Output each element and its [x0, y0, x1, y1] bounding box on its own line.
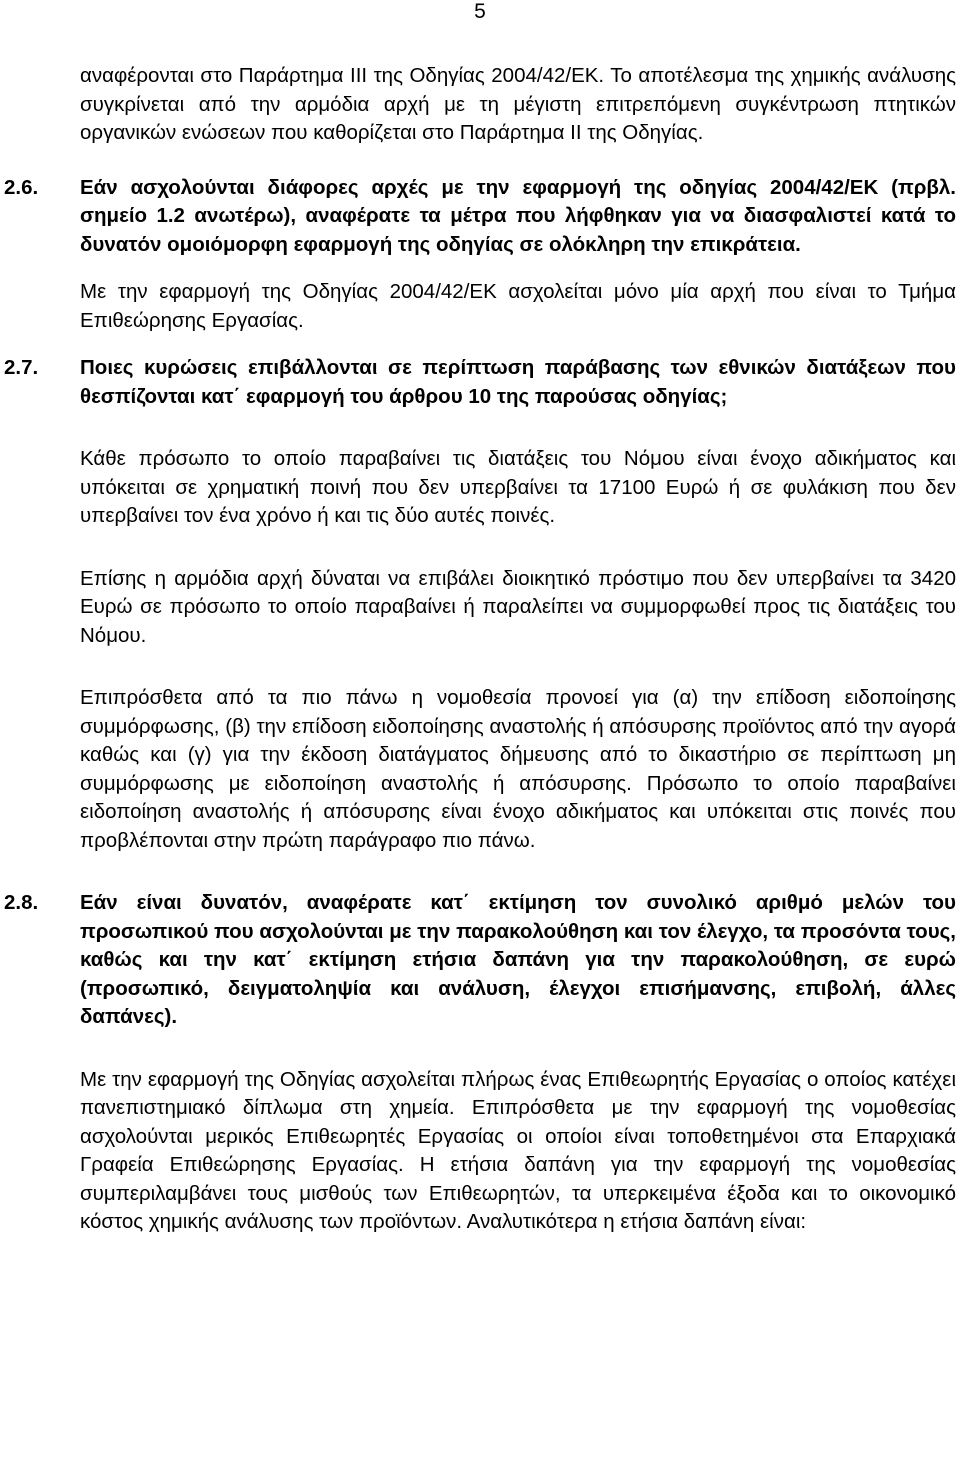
page-number: 5 — [474, 0, 486, 23]
section-heading: Ποιες κυρώσεις επιβάλλονται σε περίπτωση παράβασης των εθνικών διατάξεων που θεσπίζονται κατ΄ εφαρμογή του άρθρου 10 της παρούσας οδηγίας; — [80, 356, 956, 408]
section-paragraph: Επίσης η αρμόδια αρχή δύναται να επιβάλει διοικητικό πρόστιμο που δεν υπερβαίνει τα 3420 Ευρώ σε πρόσωπο το οποίο παραβαίνει ή παραλείπει να συμμορφωθεί προς τις διατάξεις του Νόμου. — [80, 566, 956, 647]
section-paragraph: Με την εφαρμογή της Οδηγίας ασχολείται πλήρως ένας Επιθεωρητής Εργασίας ο οποίος κατέχει πανεπιστημιακό δίπλωμα στη χημεία. Επιπρόσθετα με την εφαρμογή της νομοθεσίας ασχολούνται μερικός Επιθεωρητές Εργασίας οι οποίοι είναι τοποθετημένοι στα Επαρχιακά Γραφεία Επιθεώρησης Εργασίας. Η ετήσια δαπάνη για την εφαρμογή της νομοθεσίας συμπεριλαμβάνει τους μισθούς των Επιθεωρητών, τα υπερκειμένα έξοδα και το οικονομικό κόστος χημικής ανάλυσης των προϊόντων. Αναλυτικότερα η ετήσια δαπάνη είναι: — [80, 1067, 956, 1233]
section-paragraph: Κάθε πρόσωπο το οποίο παραβαίνει τις διατάξεις του Νόμου είναι ένοχο αδικήματος και υπόκειται σε χρηματική ποινή που δεν υπερβαίνει τα 17100 Ευρώ ή σε φυλάκιση που δεν υπερβαίνει τον ένα χρόνο ή και τις δύο αυτές ποινές. — [80, 447, 956, 527]
section-paragraph: Με την εφαρμογή της Οδηγίας 2004/42/ΕΚ ασχολείται μόνο μία αρχή που είναι το Τμήμα Επιθεώρησης Εργασίας. — [80, 280, 956, 332]
section-number: 2.6. — [4, 175, 39, 199]
section-heading: Εάν ασχολούνται διάφορες αρχές με την εφαρμογή της οδηγίας 2004/42/ΕΚ (πρβλ. σημείο 1.2 ανωτέρω), αναφέρατε τα μέτρα που λήφθηκαν για να διασφαλιστεί κατά το δυνατόν ομοιόμορφη εφαρμογή της οδηγίας σε ολόκληρη την επικράτεια. — [80, 175, 956, 256]
section-paragraph: Επιπρόσθετα από τα πιο πάνω η νομοθεσία προνοεί για (α) την επίδοση ειδοποίησης συμμόρφωσης, (β) την επίδοση ειδοποίησης αναστολής ή απόσυρσης προϊόντος από την αγορά καθώς και (γ) για την έκδοση διατάγματος δήμευσης από το δικαστήριο σε περίπτωση μη συμμόρφωσης με ειδοποίηση αναστολής ή απόσυρσης. Πρόσωπο το οποίο παραβαίνει ειδοποίηση αναστολής ή απόσυρσης είναι ένοχο αδικήματος και υπόκειται στις ποινές που προβλέπονται στην πρώτη παράγραφο πιο πάνω. — [80, 686, 956, 852]
section-2-8 — [4, 889, 956, 1237]
section-number: 2.8. — [4, 891, 39, 914]
section-heading: Εάν είναι δυνατόν, αναφέρατε κατ΄ εκτίμηση τον συνολικό αριθμό μελών του προσωπικού που ασχολούνται με την παρακολούθηση και τον έλεγχο, τα προσόντα τους, καθώς και την κατ΄ εκτίμηση ετήσια δαπάνη για την παρακολούθηση, σε ευρώ (προσωπικό, δειγματοληψία και ανάλυση, έλεγχοι επισήμανσης, επιβολή, άλλες δαπάνες). — [80, 891, 956, 1028]
document-body — [4, 62, 956, 1237]
section-2-6 — [4, 174, 956, 336]
intro-paragraph: αναφέρονται στο Παράρτημα ΙΙΙ της Οδηγίας 2004/42/ΕΚ. Το αποτέλεσμα της χημικής ανάλυσης συγκρίνεται από την αρμόδια αρχή με τη μέγιστη επιτρεπόμενη συγκέντρωση πτητικών οργανικών ενώσεων που καθορίζεται στο Παράρτημα ΙΙ της Οδηγίας. — [80, 64, 956, 144]
section-2-7 — [4, 354, 956, 855]
section-number: 2.7. — [4, 356, 39, 379]
